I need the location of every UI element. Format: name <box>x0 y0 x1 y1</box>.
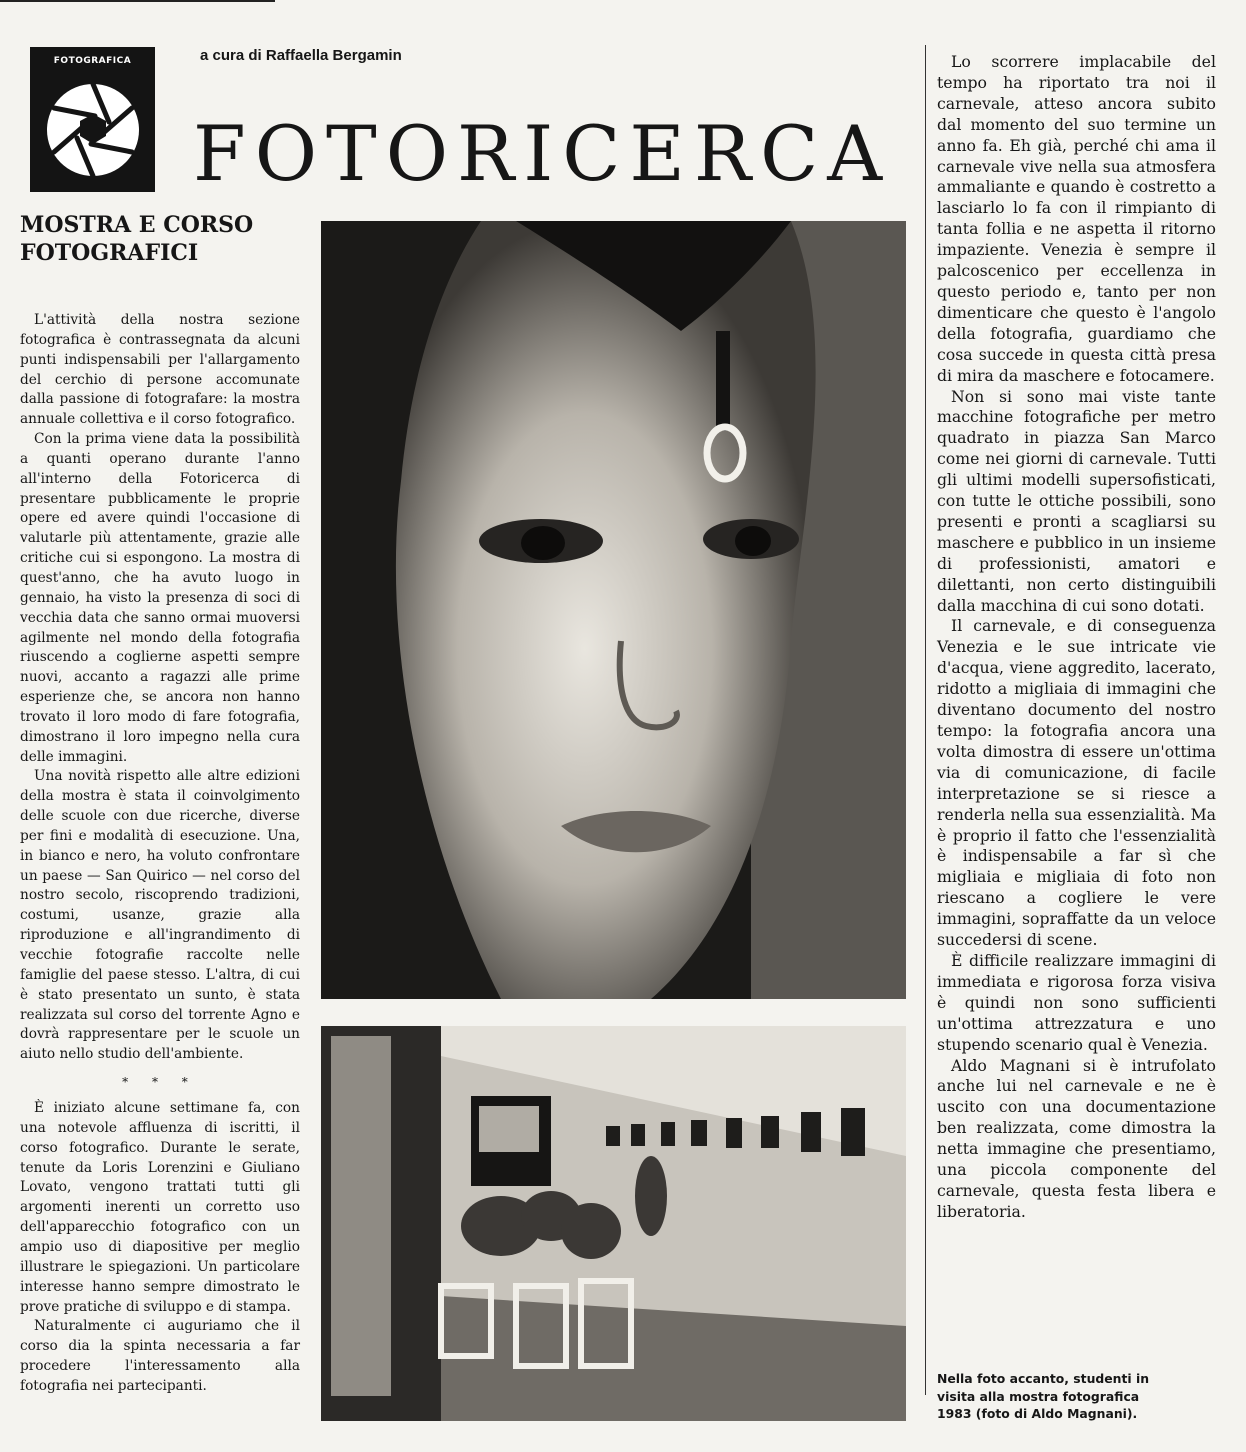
logo-label: FOTOGRAFICA <box>53 56 132 66</box>
paragraph: Una novità rispetto alle altre edizioni della mostra è stata il coinvolgimento delle scuole con due ricerche, diverse per fini e modalità di esecuzione. Una, in bianco e nero, ha voluto confrontare un paese — San Quirico — nel corso del nostro secolo, riscoprendo tradizioni, costumi, usanze, grazie alla riproduzione e all'ingrandimento di vecchie fotografie raccolte nelle famiglie del paese stesso. L'altra, di cui è stato presentato un sunto, è stata realizzata sul corso del torrente Agno e dovrà rappresentare per le scuole un aiuto nello studio dell'ambiente. <box>20 768 300 1063</box>
top-rule <box>0 0 275 2</box>
carnival-portrait-photo <box>321 221 906 999</box>
paragraph: Naturalmente ci auguriamo che il corso dia la spinta necessaria a far procedere l'interessamento alla fotografia nei partecipanti. <box>20 1318 300 1394</box>
left-column <box>20 311 300 1397</box>
exhibition-illustration <box>321 1026 906 1421</box>
column-rule <box>925 45 926 1395</box>
exhibition-visit-photo <box>321 1026 906 1421</box>
right-column <box>937 52 1216 1223</box>
headline-line: MOSTRA E CORSO <box>20 212 254 238</box>
paragraph: È difficile realizzare immagini di immediata e rigorosa forza visiva è quindi non sono sufficienti un'ottima attrezzatura e uno stupendo scenario qual è Venezia. <box>937 950 1216 1054</box>
paragraph: Non si sono mai viste tante macchine fotografiche per metro quadrato in piazza San Marco come nei giorni di carnevale. Tutti gli ultimi modelli supersofisticati, con tutte le ottiche possibili, sono presenti e pronti a scagliarsi su maschere e pubblico in un insieme di professionisti, amatori e dilettanti, non certo distinguibili dalla macchina di cui sono dotati. <box>937 386 1216 615</box>
headline-line: FOTOGRAFICI <box>20 240 199 266</box>
paragraph: Con la prima viene data la possibilità a quanti operano durante l'anno all'interno della Fotoricerca di presentare pubblicamente le proprie opere ed avere quindi l'occasione di valutarle più attentamente, grazie alle critiche cui si espongono. La mostra di quest'anno, che ha avuto luogo in gennaio, ha visto la presenza di soci di vecchia data che sanno ormai muoversi agilmente nel mondo della fotografia riuscendo a coglierne aspetti sempre nuovi, accanto a ragazzi alle prime esperienze che, se ancora non hanno trovato il loro modo di fare fotografia, dimostrano il loro impegno nella cura delle immagini. <box>20 431 300 765</box>
portrait-illustration <box>321 221 906 999</box>
paragraph: Lo scorrere implacabile del tempo ha riportato tra noi il carnevale, atteso ancora subito dal momento del suo termine un anno fa. Eh già, perché chi ama il carnevale vive nella sua atmosfera ammaliante e quando è costretto a lasciarlo lo fa con il rimpianto di tanta follia e ne aspetta il ritorno impaziente. Venezia è sempre il palcoscenico per eccellenza in questo periodo e, tanto per non dimenticare che questo è l'angolo della fotografia, guardiamo che cosa succede in questa città presa di mira da maschere e fotocamere. <box>937 52 1216 385</box>
masthead-title: FOTORICERCA <box>193 109 892 198</box>
fotografica-logo <box>30 47 155 192</box>
paragraph: Il carnevale, e di conseguenza Venezia e le sue intricate vie d'acqua, viene aggredito, lacerato, ridotto a migliaia di immagini che diventano documento del nostro tempo: la fotografia ancora una volta dimostra di essere un'ottima via di comunicazione, di facile interpretazione se si riesce a renderla nella sua essenzialità. Ma è proprio il fatto che l'essenzialità è indispensabile a far sì che migliaia e migliaia di foto non riescano a cogliere le vere immagini, sopraffatte da un veloce succedersi di scene. <box>937 616 1216 950</box>
byline: a cura di Raffaella Bergamin <box>200 47 402 64</box>
paragraph: Aldo Magnani si è intrufolato anche lui nel carnevale e ne è uscito con una documentazione ben realizzata, come dimostra la netta immagine che presentiamo, una piccola componente del carnevale, questa festa libera e liberatoria. <box>937 1055 1216 1221</box>
photo-caption: Nella foto accanto, studenti in visita alla mostra fotografica 1983 (foto di Aldo Magnani). <box>937 1371 1150 1421</box>
section-separator: * * * <box>122 1075 198 1090</box>
camera-aperture-icon <box>43 80 143 180</box>
article-headline <box>20 211 300 267</box>
paragraph: È iniziato alcune settimane fa, con una notevole affluenza di iscritti, il corso fotografico. Durante le serate, tenute da Loris Lorenzini e Giuliano Lovato, vengono trattati tutti gli argomenti inerenti un corretto uso dell'apparecchio fotografico con un ampio uso di diapositive per meglio illustrare le spiegazioni. Un particolare interesse hanno sempre dimostrato le prove pratiche di sviluppo e di stampa. <box>20 1100 300 1315</box>
paragraph: L'attività della nostra sezione fotografica è contrassegnata da alcuni punti indispensabili per l'allargamento del cerchio di persone accomunate dalla passione di fotografare: la mostra annuale collettiva e il corso fotografico. <box>20 312 300 428</box>
